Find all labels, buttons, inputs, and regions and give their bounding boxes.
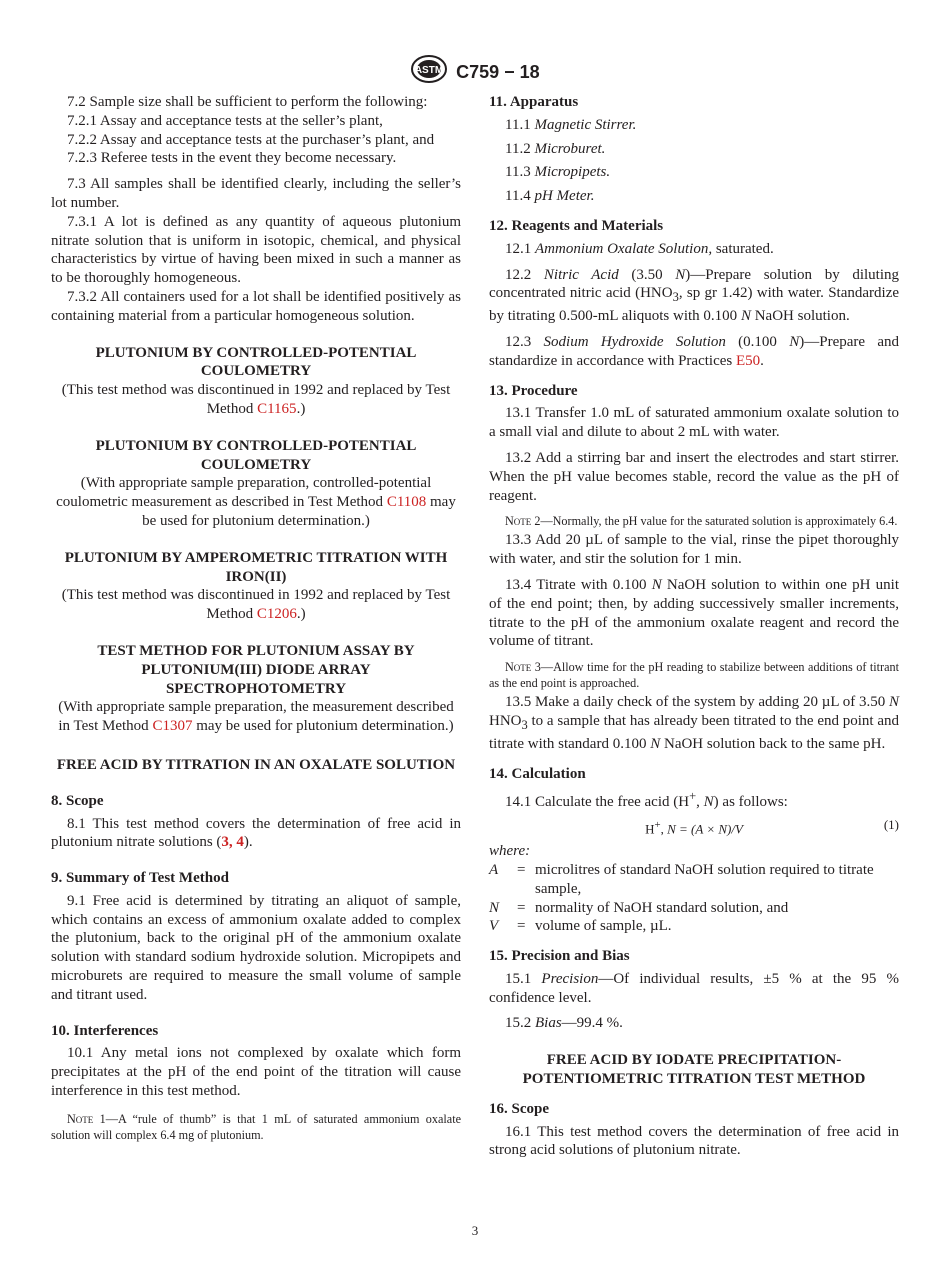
equation-expression: H+, N = (A × N)/V xyxy=(645,819,743,837)
section-14-title: 14. Calculation xyxy=(489,765,586,782)
reference-link[interactable]: 3, 4 xyxy=(221,834,244,851)
para-7-3-2: 7.3.2 All containers used for a lot shall be identified positively as containing material from a particular homogeneous solution. xyxy=(51,288,461,324)
page-number: 3 xyxy=(471,1223,479,1238)
para-12-2: 12.2 Nitric Acid (3.50 N)—Prepare solution by diluting concentrated nitric acid ($HNO_3$, sp gr 1.42) with water. Standardize by titrating 0.500-mL aliquots with 0.100 N NaOH solution. xyxy=(489,266,900,325)
heading-free-acid-oxalate: FREE ACID BY TITRATION IN AN OXALATE SOLUTION xyxy=(56,756,456,773)
para-11-2: 11.2 Microburet. xyxy=(505,140,606,157)
svg-text:ASTM: ASTM xyxy=(415,65,444,76)
section-15-title: 15. Precision and Bias xyxy=(489,948,630,965)
para-11-3: 11.3 Micropipets. xyxy=(505,164,611,181)
diode-array-note: (With appropriate sample preparation, the measurement described in Test Method C1307 may be used for plutonium determination.) xyxy=(58,699,454,735)
para-12-1: 12.1 Ammonium Oxalate Solution, saturated. xyxy=(505,240,774,257)
section-13-title: 13. Procedure xyxy=(489,382,578,399)
definition-n: N = normality of NaOH standard solution, and xyxy=(489,899,789,916)
variable-definitions xyxy=(489,861,899,936)
para-8-1: 8.1 This test method covers the determination of free acid in plutonium nitrate solutions (3, 4). xyxy=(51,815,461,851)
note-1: Note 1—A “rule of thumb” is that 1 mL of saturated ammonium oxalate solution will complex 6.4 mg of plutonium. xyxy=(51,1111,461,1142)
where-label: where: xyxy=(489,843,531,860)
heading-coulometry-1: PLUTONIUM BY CONTROLLED-POTENTIAL COULOMETRY xyxy=(95,344,417,380)
heading-free-acid-iodate: FREE ACID BY IODATE PRECIPITATION-POTENTIOMETRIC TITRATION TEST METHOD xyxy=(522,1052,866,1088)
equation-1 xyxy=(489,816,899,840)
link-c1206[interactable]: C1206 xyxy=(256,606,297,623)
para-14-1: 14.1 Calculate the free acid (H+, N) as follows: xyxy=(505,789,788,811)
heading-amperometric: PLUTONIUM BY AMPEROMETRIC TITRATION WITH IRON(II) xyxy=(64,549,448,585)
right-column xyxy=(489,93,899,1160)
standard-code: C759 − 18 xyxy=(456,61,540,82)
para-13-1: 13.1 Transfer 1.0 mL of saturated ammonium oxalate solution to a small vial and dilute to about 2 mL with water. xyxy=(489,405,899,441)
para-7-2-3: 7.2.3 Referee tests in the event they become necessary. xyxy=(67,150,397,167)
section-9-title: 9. Summary of Test Method xyxy=(51,870,229,887)
link-e50[interactable]: E50 xyxy=(735,352,761,369)
para-13-4: 13.4 Titrate with 0.100 N NaOH solution to within one pH unit of the end point; then, by adding successively smaller increments, titrate to the pH of the ammonium oxalate reagent and record the volume of titrant. xyxy=(489,576,899,650)
para-7-3: 7.3 All samples shall be identified clearly, including the seller’s lot number. xyxy=(51,176,461,211)
para-7-2-1: 7.2.1 Assay and acceptance tests at the seller’s plant, xyxy=(67,112,383,129)
para-7-2-2: 7.2.2 Assay and acceptance tests at the purchaser’s plant, and xyxy=(67,131,435,148)
link-c1307[interactable]: C1307 xyxy=(152,718,193,735)
section-8-title: 8. Scope xyxy=(51,792,104,809)
para-13-3: 13.3 Add 20 µL of sample to the vial, rinse the pipet thoroughly with water, and stir the solution for 1 min. xyxy=(489,532,899,568)
note-3: Note 3—Allow time for the pH reading to stabilize between additions of titrant as the end point is approached. xyxy=(489,660,899,691)
para-13-2: 13.2 Add a stirring bar and insert the electrodes and start stirrer. When the pH value becomes stable, record the value as the pH of reagent. xyxy=(489,449,899,504)
definition-v: V = volume of sample, µL. xyxy=(489,918,672,935)
heading-coulometry-2: PLUTONIUM BY CONTROLLED-POTENTIAL COULOMETRY xyxy=(95,437,417,473)
para-12-3: 12.3 Sodium Hydroxide Solution (0.100 N)—Prepare and standardize in accordance with Practices E50. xyxy=(489,333,900,369)
para-15-2: 15.2 Bias—99.4 %. xyxy=(505,1015,623,1032)
astm-logo xyxy=(410,54,448,90)
section-12-title: 12. Reagents and Materials xyxy=(489,217,664,234)
para-16-1: 16.1 This test method covers the determination of free acid in strong acid solutions of plutonium nitrate. xyxy=(489,1123,899,1159)
section-10-title: 10. Interferences xyxy=(51,1022,159,1039)
link-c1165[interactable]: C1165 xyxy=(257,400,297,417)
note-2: Note 2—Normally, the pH value for the saturated solution is approximately 6.4. xyxy=(505,514,898,529)
section-11-title: 11. Apparatus xyxy=(489,94,579,110)
para-7-3-1: 7.3.1 A lot is defined as any quantity of aqueous plutonium nitrate solution that is uniform in isotopic, chemical, and physical characteristics by virtue of having been mixed in such a manner as to be thoroughly homogeneous. xyxy=(51,213,461,287)
left-column xyxy=(51,93,461,1145)
para-9-1: 9.1 Free acid is determined by titrating an aliquot of sample, which contains an excess of ammonium oxalate added to complex the plutonium, back to the original pH of the ammonium oxalate solution with standard sodium hydroxide solution. Micropipets and microburets are required to measure the small volume of sample and titrant used. xyxy=(51,892,461,1003)
link-c1108[interactable]: C1108 xyxy=(386,494,427,511)
definition-a: A = microlitres of standard NaOH solution required to titrate sample, xyxy=(489,861,874,897)
coulometry-2-note: (With appropriate sample preparation, controlled-potential coulometric measurement as described in Test Method C1108 may be used for plutonium determination.) xyxy=(56,475,456,529)
page-header xyxy=(0,54,950,90)
para-11-4: 11.4 pH Meter. xyxy=(505,188,595,205)
equation-number: (1) xyxy=(883,817,899,833)
coulometry-1-note: (This test method was discontinued in 1992 and replaced by Test Method C1165.) xyxy=(61,382,451,417)
section-16-title: 16. Scope xyxy=(489,1100,549,1117)
amperometric-note: (This test method was discontinued in 1992 and replaced by Test Method C1206.) xyxy=(61,587,451,623)
para-10-1: 10.1 Any metal ions not complexed by oxalate which form precipitates at the pH of the end point of the titration will cause interference in this test method. xyxy=(51,1045,461,1100)
para-15-1: 15.1 Precision—Of individual results, ±5 % at the 95 % confidence level. xyxy=(489,970,899,1006)
para-13-5: 13.5 Make a daily check of the system by adding 20 µL of 3.50 N $HNO_3$ to a sample that has already been titrated to the end point and titrate with standard 0.100 N NaOH solution back to the same pH. xyxy=(489,694,899,752)
heading-diode-array: TEST METHOD FOR PLUTONIUM ASSAY BY PLUTONIUM(III) DIODE ARRAY SPECTROPHOTOMETRY xyxy=(97,642,415,697)
para-7-2: 7.2 Sample size shall be sufficient to perform the following: xyxy=(67,94,428,110)
para-11-1: 11.1 Magnetic Stirrer. xyxy=(505,116,637,133)
